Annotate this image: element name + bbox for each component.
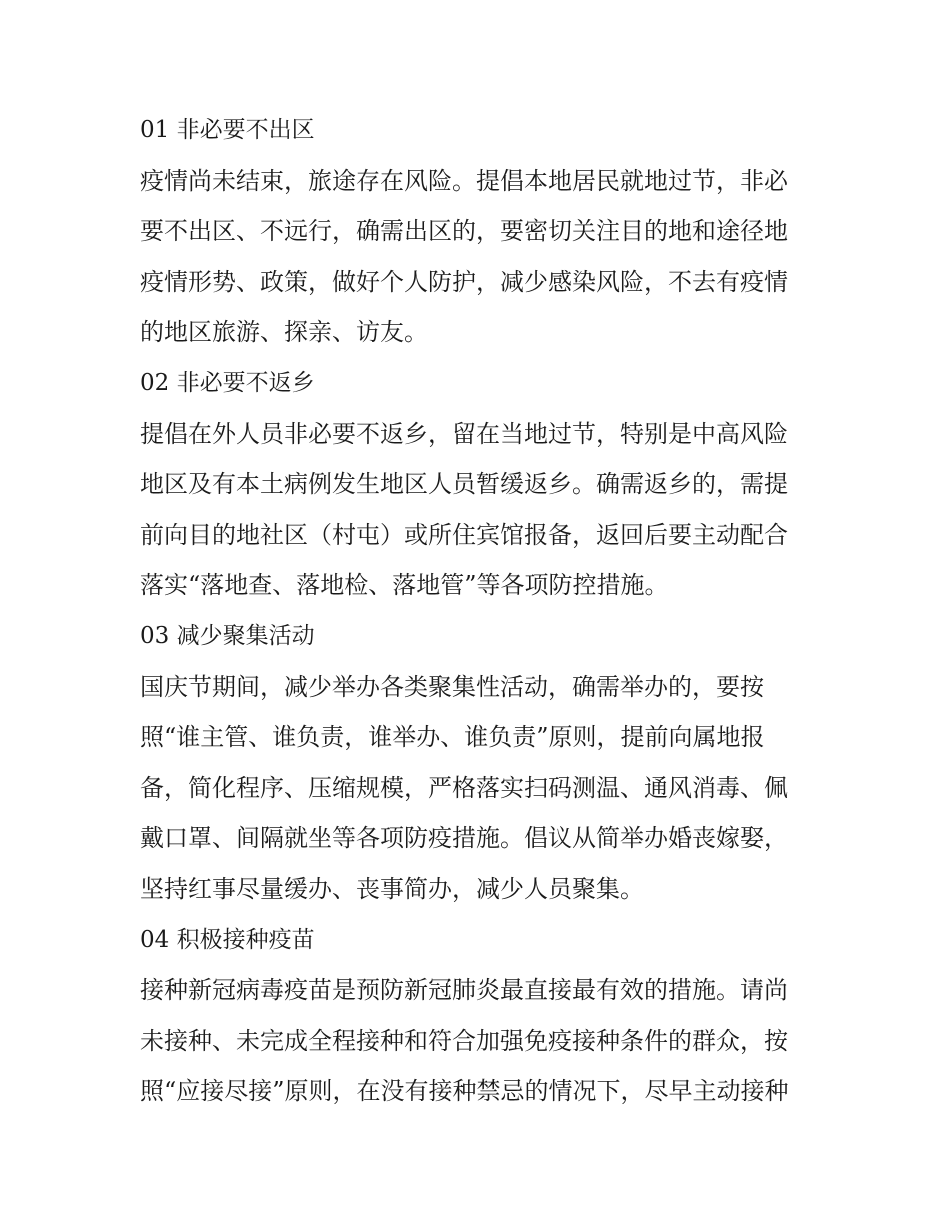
paragraph-line: 提倡在外人员非必要不返乡，留在当地过节，特别是中高风险	[140, 420, 788, 448]
paragraph-line: 备，简化程序、压缩规模，严格落实扫码测温、通风消毒、佩	[140, 774, 788, 802]
paragraph-line: 的地区旅游、探亲、访友。	[140, 318, 428, 346]
paragraph-line: 疫情形势、政策，做好个人防护，减少感染风险，不去有疫情	[140, 268, 788, 296]
section-heading: 03 减少聚集活动	[140, 623, 315, 649]
paragraph-line: 国庆节期间，减少举办各类聚集性活动，确需举办的，要按	[140, 673, 764, 701]
paragraph-line: 戴口罩、间隔就坐等各项防疫措施。倡议从简举办婚丧嫁娶，	[140, 824, 788, 852]
paragraph-line: 接种新冠病毒疫苗是预防新冠肺炎最直接最有效的措施。请尚	[140, 976, 788, 1004]
section-heading: 01 非必要不出区	[140, 117, 315, 143]
paragraph-line: 照“谁主管、谁负责，谁举办、谁负责”原则，提前向属地报	[140, 723, 765, 751]
paragraph-line: 疫情尚未结束，旅途存在风险。提倡本地居民就地过节，非必	[140, 167, 788, 195]
paragraph-line: 前向目的地社区（村屯）或所住宾馆报备，返回后要主动配合	[140, 521, 788, 549]
paragraph-line: 要不出区、不远行，确需出区的，要密切关注目的地和途径地	[140, 217, 788, 245]
paragraph-line: 照“应接尽接”原则，在没有接种禁忌的情况下，尽早主动接种	[140, 1077, 789, 1105]
section-heading: 04 积极接种疫苗	[140, 927, 315, 953]
paragraph-line: 地区及有本土病例发生地区人员暂缓返乡。确需返乡的，需提	[140, 470, 788, 498]
paragraph-line: 未接种、未完成全程接种和符合加强免疫接种条件的群众，按	[140, 1027, 788, 1055]
paragraph-line: 落实“落地查、落地检、落地管”等各项防控措施。	[140, 571, 669, 599]
section-heading: 02 非必要不返乡	[140, 370, 315, 396]
paragraph-line: 坚持红事尽量缓办、丧事简办，减少人员聚集。	[140, 875, 644, 903]
